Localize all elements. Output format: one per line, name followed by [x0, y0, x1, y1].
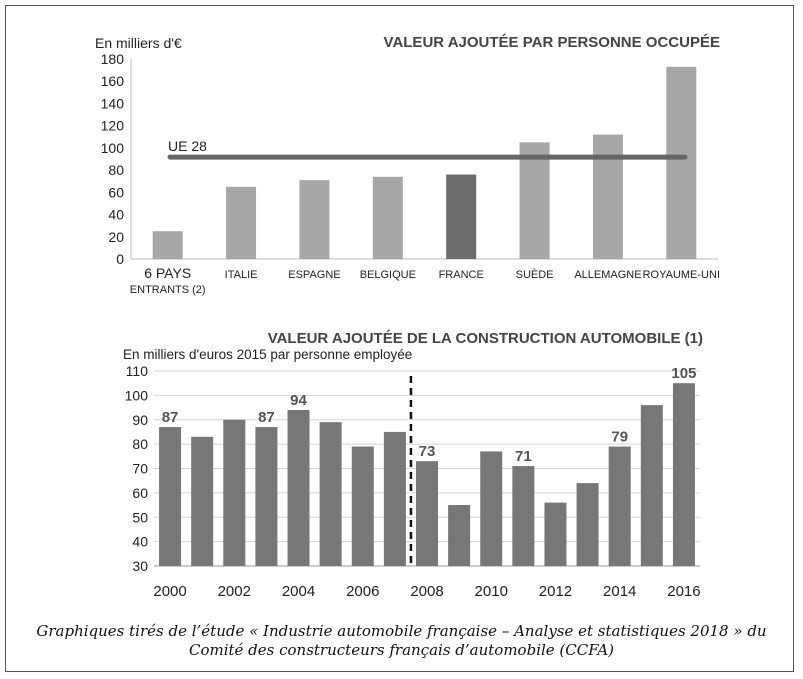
- eu28-reference-label: UE 28: [168, 138, 207, 155]
- chart-auto-construction-value-added: [123, 330, 703, 600]
- chart1-title: VALEUR AJOUTÉE PAR PERSONNE OCCUPÉE: [383, 34, 720, 51]
- figure-caption: [12, 622, 791, 660]
- chart1-x-tick-label: ROYAUME-UNI: [642, 269, 721, 281]
- chart2-y-tick-label: 50: [132, 509, 148, 526]
- chart2-x-tick-label: 2004: [281, 583, 316, 600]
- chart2-data-label: 73: [418, 443, 436, 461]
- chart2-bar-2015: [641, 405, 663, 566]
- chart2-x-tick-label: 2012: [538, 583, 573, 600]
- chart2-data-label: 94: [290, 392, 307, 409]
- chart2-data-label: 87: [161, 409, 179, 427]
- chart1-x-tick-label: SUÈDE: [515, 269, 554, 281]
- chart2-y-tick-label: 90: [132, 411, 148, 428]
- chart2-data-label: 105: [671, 365, 697, 383]
- caption-line-2: Comité des constructeurs français d’automobile (CCFA): [188, 641, 615, 659]
- chart1-y-axis-label: En milliers d'€: [95, 35, 182, 51]
- chart1-y-tick-label: 180: [100, 51, 124, 67]
- chart1-x-tick-label: ENTRANTS (2): [129, 284, 206, 296]
- chart2-y-tick-label: 110: [125, 363, 148, 379]
- chart2-bar-2003: [255, 427, 277, 566]
- chart1-x-tick-label: ITALIE: [224, 269, 258, 281]
- chart2-bar-2011: [512, 466, 534, 566]
- chart1-bar-6-pays-entrants-2-: [153, 231, 183, 259]
- chart2-subtitle: En milliers d'euros 2015 par personne employée: [123, 347, 413, 362]
- chart1-x-tick-label: 6 PAYS: [144, 265, 192, 281]
- chart2-bar-2007: [384, 432, 406, 566]
- chart1-x-tick-label: BELGIQUE: [359, 269, 416, 281]
- chart1-y-tick-label: 0: [116, 251, 124, 267]
- chart-value-added-per-person: [95, 34, 720, 296]
- chart2-bar-2013: [577, 483, 599, 566]
- chart2-y-tick-label: 40: [132, 533, 148, 550]
- chart2-bar-2006: [352, 447, 374, 566]
- chart2-y-tick-label: 80: [132, 436, 148, 453]
- caption-line-1: Graphiques tirés de l’étude « Industrie automobile française – Analyse et statistiques 2018 » du: [36, 622, 767, 640]
- chart2-x-tick-label: 2002: [217, 583, 251, 600]
- chart2-bar-2012: [544, 503, 566, 566]
- chart1-bar-belgique: [373, 177, 403, 259]
- chart1-x-tick-label: FRANCE: [438, 269, 484, 281]
- chart2-x-tick-label: 2008: [410, 583, 444, 600]
- chart1-bar-su-de: [520, 142, 550, 259]
- chart2-bar-2000: [159, 427, 181, 566]
- chart2-bar-2010: [480, 451, 502, 566]
- chart2-x-tick-label: 2010: [474, 583, 508, 600]
- chart2-bar-2002: [223, 420, 245, 566]
- chart1-y-tick-label: 100: [100, 139, 124, 156]
- chart2-y-tick-label: 70: [132, 460, 148, 477]
- chart1-x-tick-label: ESPAGNE: [288, 269, 341, 281]
- chart1-y-tick-label: 40: [108, 206, 124, 223]
- chart1-y-tick-label: 20: [108, 228, 124, 245]
- chart1-bar-allemagne: [593, 135, 623, 259]
- chart2-x-tick-label: 2000: [153, 583, 187, 600]
- chart1-x-tick-label: ALLEMAGNE: [574, 269, 642, 281]
- chart2-y-tick-label: 60: [132, 484, 148, 501]
- chart2-bar-2005: [320, 422, 342, 566]
- chart2-bar-2016: [673, 383, 695, 566]
- chart1-y-tick-label: 120: [100, 117, 124, 134]
- chart1-y-tick-label: 140: [100, 95, 124, 112]
- chart2-title: VALEUR AJOUTÉE DE LA CONSTRUCTION AUTOMOBILE (1): [267, 330, 703, 347]
- chart2-x-tick-label: 2006: [346, 583, 380, 600]
- chart2-x-tick-label: 2014: [603, 583, 637, 600]
- chart2-bar-2014: [609, 447, 631, 566]
- chart2-y-tick-label: 30: [132, 558, 148, 574]
- chart2-y-tick-label: 100: [124, 387, 148, 404]
- chart1-y-tick-label: 160: [100, 73, 124, 90]
- chart1-bar-france: [446, 175, 476, 259]
- chart1-y-tick-label: 80: [108, 162, 124, 179]
- chart2-x-tick-label: 2016: [667, 583, 701, 600]
- chart2-data-label: 71: [515, 448, 532, 466]
- chart2-data-label: 87: [258, 409, 275, 427]
- chart2-bar-2009: [448, 505, 470, 566]
- chart2-data-label: 79: [611, 428, 629, 446]
- chart1-bar-espagne: [299, 180, 329, 259]
- chart2-bar-2008: [416, 461, 438, 566]
- chart1-bar-royaume-uni: [666, 67, 696, 259]
- chart1-bar-italie: [226, 187, 256, 259]
- chart2-bar-2001: [191, 437, 213, 566]
- chart1-y-tick-label: 60: [108, 184, 124, 201]
- chart2-bar-2004: [288, 410, 310, 566]
